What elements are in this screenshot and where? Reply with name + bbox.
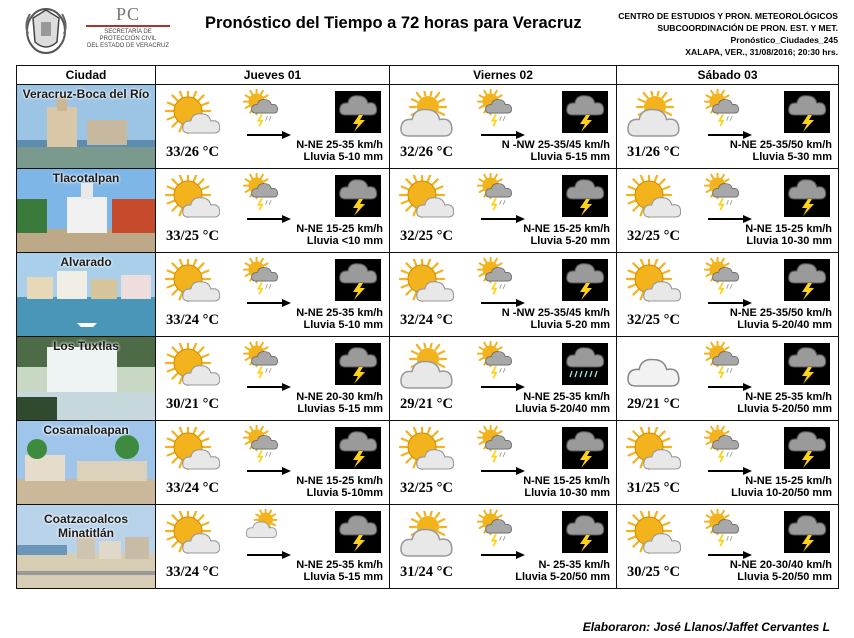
- rain-amount: Lluvia 5-20/40 mm: [515, 403, 610, 415]
- forecast-cell: [617, 505, 839, 589]
- sun-cloud-icon: [398, 175, 454, 225]
- forecast-cell: [390, 421, 617, 505]
- wind-rain: [730, 307, 832, 331]
- forecast-cell: [617, 421, 839, 505]
- wind-speed: N-NE 25-35/50 km/h: [729, 307, 832, 319]
- sun-cloud-icon: [625, 511, 681, 561]
- cloud-icon: [625, 343, 681, 393]
- sun-storm-icon: [476, 425, 516, 461]
- rain-amount: Lluvia 5-20/50 mm: [737, 571, 832, 583]
- sun-storm-icon: [703, 173, 743, 209]
- wind-rain: [296, 307, 383, 331]
- wind-speed: N -NW 25-35/45 km/h: [501, 139, 610, 151]
- page-title: Pronóstico del Tiempo a 72 horas para Veracruz: [205, 14, 582, 32]
- agency-info: [618, 10, 838, 58]
- storm-cloud-icon: [784, 343, 830, 385]
- cloud-sun-icon: [398, 91, 454, 141]
- sun-storm-icon: [703, 425, 743, 461]
- agency-line3: Pronóstico_Ciudades_245: [730, 35, 838, 45]
- table-row: [17, 505, 839, 589]
- wind-rain: [296, 559, 383, 583]
- rain-amount: Lluvias 5-15 mm: [297, 403, 383, 415]
- temperature: 32/25 °C: [400, 228, 453, 244]
- sun-storm-icon: [242, 425, 282, 461]
- forecast-cell: [617, 253, 839, 337]
- wind-arrow-icon: [480, 547, 526, 557]
- temperature: 33/26 °C: [166, 144, 219, 160]
- forecast-cell: [390, 337, 617, 421]
- wind-speed: N-NE 25-35 km/h: [296, 307, 383, 319]
- column-header-day3: Sábado 03: [617, 66, 839, 85]
- city-cell: [17, 253, 156, 337]
- table-row: [17, 85, 839, 169]
- rain-amount: Lluvia 5-20 mm: [530, 235, 610, 247]
- city-name: Los Tuxtlas: [53, 339, 119, 353]
- storm-cloud-icon: [562, 511, 608, 553]
- pc-logo-line2: PROTECCIÓN CIVIL: [99, 36, 157, 42]
- wind-speed: N-NE 20-30 km/h: [296, 391, 383, 403]
- sun-storm-icon: [476, 89, 516, 125]
- agency-line1: CENTRO DE ESTUDIOS Y PRON. METEOROLÓGICOS: [618, 11, 838, 21]
- forecast-cell: [156, 169, 390, 253]
- wind-rain: [296, 475, 383, 499]
- rain-amount: Lluvia 5-30 mm: [752, 151, 832, 163]
- wind-rain: [745, 223, 832, 247]
- table-row: [17, 337, 839, 421]
- city-cell: [17, 85, 156, 169]
- temperature: 31/26 °C: [627, 144, 680, 160]
- wind-speed: N-NE 25-35 km/h: [523, 391, 610, 403]
- rain-amount: Lluvia 5-10mm: [306, 487, 383, 499]
- city-name: Coatzacoalcos Minatitlán: [43, 512, 129, 540]
- veracruz-seal-logo: [20, 4, 72, 56]
- city-name: Cosamaloapan: [43, 423, 129, 437]
- sun-storm-icon: [703, 89, 743, 125]
- storm-cloud-icon: [335, 343, 381, 385]
- sun-cloud-icon: [164, 427, 220, 477]
- forecast-cell: [617, 337, 839, 421]
- wind-arrow-icon: [707, 127, 753, 137]
- storm-cloud-icon: [562, 427, 608, 469]
- sun-storm-icon: [703, 341, 743, 377]
- rain-amount: Lluvia 10-20/50 mm: [731, 487, 832, 499]
- agency-line4: XALAPA, VER., 31/08/2016; 20:30 hrs.: [685, 47, 838, 57]
- storm-cloud-icon: [784, 259, 830, 301]
- city-name: Veracruz-Boca del Río: [22, 87, 150, 101]
- rain-amount: Lluvia 5-20/40 mm: [737, 319, 832, 331]
- rain-amount: Lluvia 5-15 mm: [530, 151, 610, 163]
- rain-amount: Lluvia 5-20 mm: [530, 319, 610, 331]
- wind-arrow-icon: [707, 295, 753, 305]
- wind-speed: N-NE 25-35 km/h: [745, 391, 832, 403]
- sun-cloud-icon: [164, 175, 220, 225]
- wind-arrow-icon: [480, 211, 526, 221]
- wind-arrow-icon: [707, 379, 753, 389]
- forecast-cell: [156, 337, 390, 421]
- sun-storm-icon: [703, 509, 743, 545]
- wind-arrow-icon: [707, 463, 753, 473]
- forecast-cell: [156, 421, 390, 505]
- sun-storm-icon: [242, 341, 282, 377]
- storm-cloud-icon: [784, 91, 830, 133]
- wind-arrow-icon: [246, 547, 292, 557]
- storm-cloud-icon: [335, 427, 381, 469]
- wind-speed: N- 25-35 km/h: [538, 559, 610, 571]
- city-cell: [17, 505, 156, 589]
- wind-arrow-icon: [246, 127, 292, 137]
- wind-rain: [731, 475, 832, 499]
- wind-rain: [296, 391, 383, 415]
- table-row: [17, 169, 839, 253]
- wind-arrow-icon: [246, 211, 292, 221]
- table-header-row: [17, 66, 839, 85]
- wind-rain: [523, 223, 610, 247]
- forecast-cell: [390, 85, 617, 169]
- cloud-sun-small-icon: [242, 509, 282, 545]
- rain-cloud-icon: [562, 343, 608, 385]
- rain-amount: Lluvia 5-10 mm: [303, 151, 383, 163]
- rain-amount: Lluvia <10 mm: [306, 235, 383, 247]
- storm-cloud-icon: [562, 259, 608, 301]
- temperature: 32/26 °C: [400, 144, 453, 160]
- wind-arrow-icon: [246, 295, 292, 305]
- temperature: 32/25 °C: [627, 312, 680, 328]
- pc-logo-line3: DEL ESTADO DE VERACRUZ: [86, 43, 169, 49]
- wind-rain: [502, 139, 610, 163]
- sun-cloud-icon: [164, 91, 220, 141]
- temperature: 33/24 °C: [166, 564, 219, 580]
- wind-speed: N-NE 15-25 km/h: [523, 223, 610, 235]
- sun-storm-icon: [476, 509, 516, 545]
- forecast-cell: [390, 505, 617, 589]
- wind-rain: [296, 223, 383, 247]
- footer-label: Elaboraron:: [582, 620, 651, 634]
- wind-arrow-icon: [246, 379, 292, 389]
- storm-cloud-icon: [784, 427, 830, 469]
- temperature: 29/21 °C: [627, 396, 680, 412]
- wind-speed: N-NE 15-25 km/h: [745, 475, 832, 487]
- sun-cloud-icon: [398, 259, 454, 309]
- sun-cloud-icon: [625, 427, 681, 477]
- temperature: 30/21 °C: [166, 396, 219, 412]
- footer-authors: José Llanos/Jaffet Cervantes L: [653, 620, 830, 634]
- temperature: 33/25 °C: [166, 228, 219, 244]
- wind-speed: N-NE 15-25 km/h: [523, 475, 610, 487]
- wind-arrow-icon: [480, 379, 526, 389]
- storm-cloud-icon: [784, 175, 830, 217]
- city-name: Tlacotalpan: [52, 171, 120, 185]
- pc-logo-line1: SECRETARÍA DE: [104, 29, 152, 35]
- wind-speed: N-NE 15-25 km/h: [296, 475, 383, 487]
- cloud-sun-icon: [398, 343, 454, 393]
- wind-speed: N-NE 20-30/40 km/h: [729, 559, 832, 571]
- wind-rain: [737, 391, 832, 415]
- storm-cloud-icon: [335, 511, 381, 553]
- wind-rain: [730, 559, 832, 583]
- rain-amount: Lluvia 5-20/50 mm: [737, 403, 832, 415]
- wind-arrow-icon: [707, 547, 753, 557]
- storm-cloud-icon: [562, 91, 608, 133]
- temperature: 33/24 °C: [166, 312, 219, 328]
- wind-rain: [523, 475, 610, 499]
- rain-amount: Lluvia 5-20/50 mm: [515, 571, 610, 583]
- wind-rain: [296, 139, 383, 163]
- sun-cloud-icon: [625, 259, 681, 309]
- wind-arrow-icon: [480, 295, 526, 305]
- wind-speed: N-NE 25-35 km/h: [296, 559, 383, 571]
- wind-arrow-icon: [707, 211, 753, 221]
- storm-cloud-icon: [562, 175, 608, 217]
- wind-arrow-icon: [246, 463, 292, 473]
- sun-cloud-icon: [625, 175, 681, 225]
- storm-cloud-icon: [335, 259, 381, 301]
- temperature: 30/25 °C: [627, 564, 680, 580]
- cloud-sun-icon: [625, 91, 681, 141]
- table-row: [17, 253, 839, 337]
- wind-rain: [730, 139, 832, 163]
- sun-storm-icon: [476, 257, 516, 293]
- wind-rain: [515, 391, 610, 415]
- sun-cloud-icon: [164, 343, 220, 393]
- temperature: 31/25 °C: [627, 480, 680, 496]
- city-cell: [17, 337, 156, 421]
- column-header-city: Ciudad: [17, 66, 156, 85]
- wind-arrow-icon: [480, 463, 526, 473]
- pc-logo-text: PC: [115, 4, 141, 24]
- rain-amount: Lluvia 10-30 mm: [746, 235, 832, 247]
- city-cell: [17, 421, 156, 505]
- sun-cloud-icon: [398, 427, 454, 477]
- forecast-cell: [156, 253, 390, 337]
- temperature: 32/25 °C: [400, 480, 453, 496]
- header: [0, 0, 854, 64]
- forecast-cell: [390, 253, 617, 337]
- city-cell: [17, 169, 156, 253]
- temperature: 32/25 °C: [627, 228, 680, 244]
- forecast-cell: [390, 169, 617, 253]
- cloud-sun-icon: [398, 511, 454, 561]
- wind-speed: N-NE 15-25 km/h: [296, 223, 383, 235]
- wind-speed: N-NE 15-25 km/h: [745, 223, 832, 235]
- temperature: 31/24 °C: [400, 564, 453, 580]
- sun-storm-icon: [476, 341, 516, 377]
- wind-arrow-icon: [480, 127, 526, 137]
- sun-cloud-icon: [164, 511, 220, 561]
- forecast-table: [16, 65, 839, 589]
- table-row: [17, 421, 839, 505]
- column-header-day2: Viernes 02: [390, 66, 617, 85]
- rain-amount: Lluvia 5-15 mm: [303, 571, 383, 583]
- wind-rain: [502, 307, 610, 331]
- sun-storm-icon: [703, 257, 743, 293]
- proteccion-civil-logo: [80, 4, 176, 56]
- sun-storm-icon: [242, 257, 282, 293]
- wind-rain: [515, 559, 610, 583]
- rain-amount: Lluvia 5-10 mm: [303, 319, 383, 331]
- storm-cloud-icon: [784, 511, 830, 553]
- temperature: 33/24 °C: [166, 480, 219, 496]
- temperature: 29/21 °C: [400, 396, 453, 412]
- sun-cloud-icon: [164, 259, 220, 309]
- forecast-cell: [617, 169, 839, 253]
- wind-speed: N-NE 25-35 km/h: [296, 139, 383, 151]
- sun-storm-icon: [242, 173, 282, 209]
- column-header-day1: Jueves 01: [156, 66, 390, 85]
- temperature: 32/24 °C: [400, 312, 453, 328]
- wind-speed: N -NW 25-35/45 km/h: [501, 307, 610, 319]
- agency-line2: SUBCOORDINACIÓN DE PRON. EST. Y MET.: [657, 23, 838, 33]
- rain-amount: Lluvia 10-30 mm: [524, 487, 610, 499]
- sun-storm-icon: [476, 173, 516, 209]
- sun-storm-icon: [242, 89, 282, 125]
- storm-cloud-icon: [335, 91, 381, 133]
- storm-cloud-icon: [335, 175, 381, 217]
- forecast-cell: [617, 85, 839, 169]
- footer-credits: [583, 620, 830, 634]
- wind-speed: N-NE 25-35/50 km/h: [729, 139, 832, 151]
- forecast-cell: [156, 505, 390, 589]
- city-name: Alvarado: [60, 255, 112, 269]
- forecast-cell: [156, 85, 390, 169]
